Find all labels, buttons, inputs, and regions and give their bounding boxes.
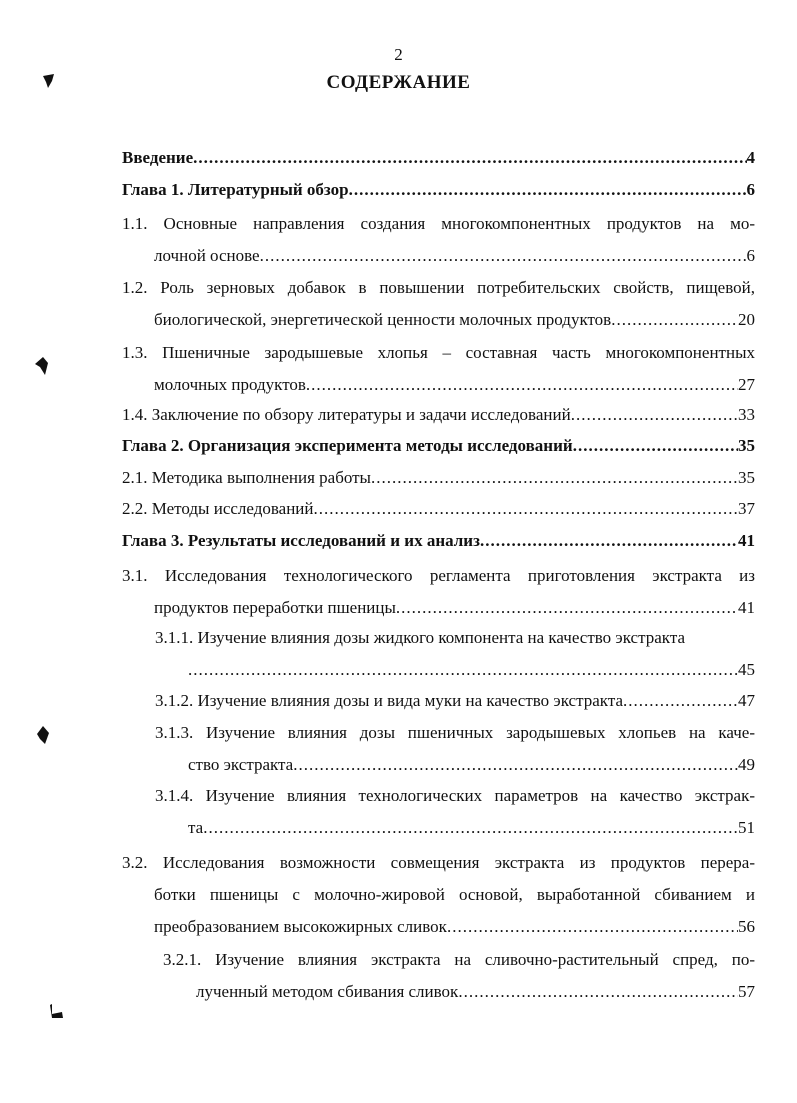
toc-entry-3-2[interactable]: преобразованием высокожирных сливок ..... 56 — [154, 911, 755, 943]
page-ref: 41 — [738, 531, 755, 550]
toc-entry-3-1-4[interactable]: та ..... 51 — [188, 812, 755, 844]
page-ref: 4 — [746, 148, 755, 167]
page-title: СОДЕРЖАНИЕ — [326, 72, 471, 93]
toc-entry-1-3-line: 1.3. Пшеничные зародышевые хлопья – составная часть многокомпонентных — [122, 343, 755, 362]
toc-entry-1-2-line: 1.2. Роль зерновых добавок в повышении потребительских свойств, пищевой, — [122, 278, 755, 297]
page-ref: 56 — [738, 917, 755, 936]
toc-entry-2-2[interactable]: 2.2. Методы исследований ..... 37 — [122, 493, 755, 525]
toc-entry-1-2[interactable]: биологической, энергетической ценности молочных продуктов ..... 20 — [154, 304, 755, 336]
page-ref: 41 — [738, 598, 755, 617]
toc-entry-3-1-1[interactable] — [188, 654, 755, 686]
page-ref: 35 — [738, 468, 755, 487]
toc-entry-chapter-1[interactable]: Глава 1. Литературный обзор ..... 6 — [122, 174, 755, 206]
page-ref: 6 — [746, 180, 755, 199]
page-ref: 27 — [738, 375, 755, 394]
toc-entry-3-2-1[interactable]: лученный методом сбивания сливок ..... 57 — [196, 976, 755, 1008]
toc-entry-3-1-3[interactable]: ство экстракта ..... 49 — [188, 749, 755, 781]
toc-entry-3-1-4-line: 3.1.4. Изучение влияния технологических параметров на качество экстрак- — [155, 786, 755, 805]
toc-entry-chapter-2[interactable]: Глава 2. Организация эксперимента методы исследований ..... 35 — [122, 430, 755, 462]
scan-mark-icon — [33, 355, 51, 377]
toc-entry-1-3[interactable]: молочных продуктов ..... 27 — [154, 369, 755, 401]
page-ref: 57 — [738, 982, 755, 1001]
toc-entry-3-1-line: 3.1. Исследования технологического регламента приготовления экстракта из — [122, 566, 755, 585]
toc-entry-1-4[interactable]: 1.4. Заключение по обзору литературы и задачи исследований ..... 33 — [122, 399, 755, 431]
page-ref: 6 — [746, 246, 755, 265]
toc-entry-1-1-line: 1.1. Основные направления создания многокомпонентных продуктов на мо- — [122, 214, 755, 233]
page-ref: 49 — [738, 755, 755, 774]
toc-entry-3-2-line: 3.2. Исследования возможности совмещения экстракта из продуктов перера- — [122, 853, 755, 872]
toc-entry-3-1[interactable]: продуктов переработки пшеницы ..... 41 — [154, 592, 755, 624]
toc-entry-3-2-1-line: 3.2.1. Изучение влияния экстракта на сливочно-растительный спред, по- — [163, 950, 755, 969]
page-ref: 47 — [738, 691, 755, 710]
scan-mark-icon — [48, 1002, 66, 1020]
scan-mark-icon — [34, 724, 52, 746]
page-ref: 51 — [738, 818, 755, 837]
toc-entry-introduction[interactable]: Введение ..... 4 — [122, 142, 755, 174]
page-number: 2 — [394, 45, 403, 64]
page-ref: 20 — [738, 310, 755, 329]
toc-entry-3-1-2[interactable]: 3.1.2. Изучение влияния дозы и вида муки на качество экстракта ..... 47 — [155, 685, 755, 717]
toc-entry-chapter-3[interactable]: Глава 3. Результаты исследований и их анализ ..... 41 — [122, 525, 755, 557]
toc-entry-1-1[interactable]: лочной основе ..... 6 — [154, 240, 755, 272]
toc-entry-3-2-line-2: ботки пшеницы с молочно-жировой основой, выработанной сбиванием и — [154, 885, 755, 904]
page-ref: 35 — [738, 436, 755, 455]
toc-entry-3-1-3-line: 3.1.3. Изучение влияния дозы пшеничных зародышевых хлопьев на каче- — [155, 723, 755, 742]
page-ref: 45 — [738, 660, 755, 679]
page-ref: 33 — [738, 405, 755, 424]
toc-entry-2-1[interactable]: 2.1. Методика выполнения работы ..... 35 — [122, 462, 755, 494]
page-ref: 37 — [738, 499, 755, 518]
toc-entry-3-1-1-line: 3.1.1. Изучение влияния дозы жидкого компонента на качество экстракта — [155, 628, 686, 647]
